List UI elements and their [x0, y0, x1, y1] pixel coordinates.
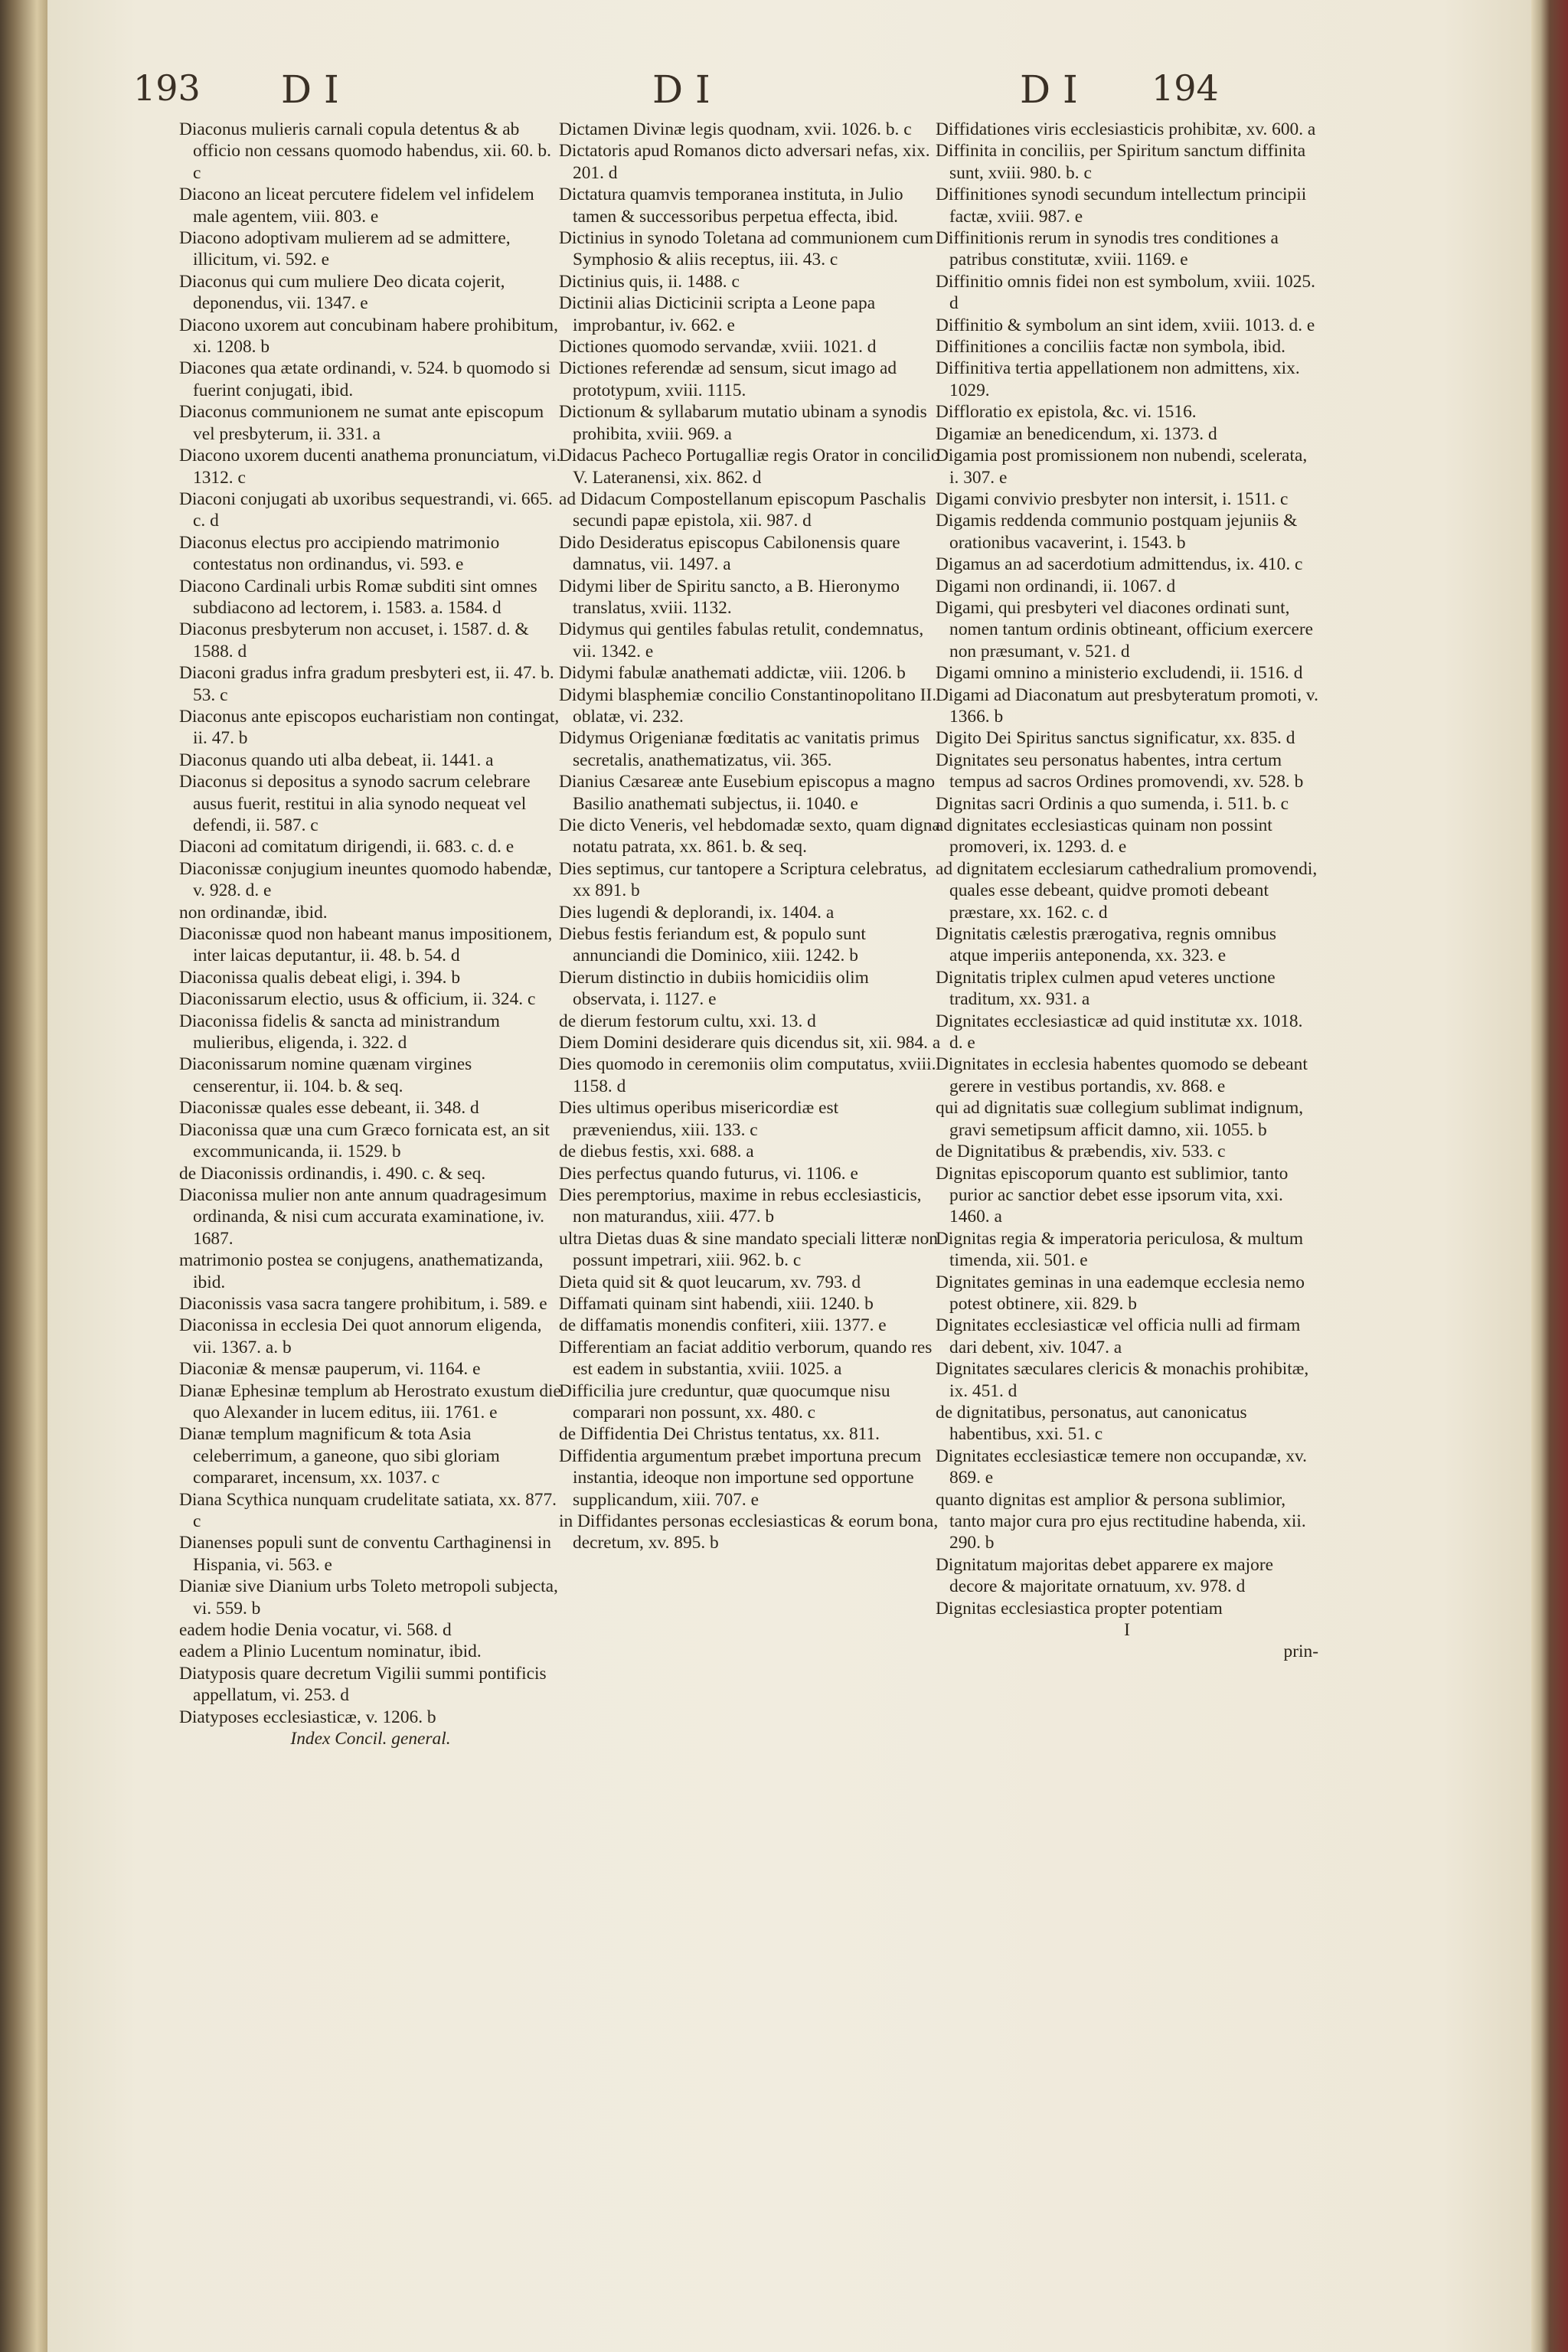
index-entry: Dies perfectus quando futurus, vi. 1106. e	[559, 1163, 858, 1184]
adjacent-page-edge	[0, 0, 47, 2352]
footer-title: Index Concil. general.	[290, 1729, 451, 1749]
index-entry: ad dignitatem ecclesiarum cathedralium promovendi, quales esse debeant, quidve promoti debeant præstare, xx. 162. c. d	[936, 858, 1318, 923]
index-entry: Diacono uxorem aut concubinam habere prohibitum, xi. 1208. b	[179, 315, 558, 358]
index-entry: Dianæ templum magnificum & tota Asia celeberrimum, a ganeone, quo sibi gloriam compararet, incensum, xx. 1037. c	[179, 1424, 500, 1488]
index-entry: Diaconi conjugati ab uxoribus sequestrandi, vi. 665. c. d	[179, 488, 553, 531]
index-entry: Diffinitio & symbolum an sint idem, xviii. 1013. d. e	[936, 315, 1315, 335]
index-entry: Diaconus mulieris carnali copula detentus & ab officio non cessans quomodo habendus, xii. 60. b. c	[179, 119, 551, 183]
index-entry: Digamis reddenda communio postquam jejuniis & orationibus vacaverint, i. 1543. b	[936, 511, 1298, 553]
index-entry: Diacones qua ætate ordinandi, v. 524. b quomodo si fuerint conjugati, ibid.	[179, 358, 551, 400]
index-entry: Dignitates ecclesiasticæ vel officia nulli ad firmam dari debent, xiv. 1047. a	[936, 1315, 1301, 1357]
index-entry: Dignitas sacri Ordinis a quo sumenda, i. 511. b. c	[936, 793, 1289, 814]
index-entry: Diaconissa in ecclesia Dei quot annorum eligenda, vii. 1367. a. b	[179, 1315, 542, 1357]
index-entry: Dianiæ sive Dianium urbs Toleto metropoli subjecta, vi. 559. b	[179, 1576, 558, 1619]
page-number-left: 193	[133, 67, 201, 109]
index-entry: Dido Desideratus episcopus Cabilonensis quare damnatus, vii. 1497. a	[559, 532, 900, 575]
index-entry: Dictinii alias Dicticinii scripta a Leone papa improbantur, iv. 662. e	[559, 293, 876, 335]
index-entry: Dictatoris apud Romanos dicto adversari nefas, xix. 201. d	[559, 141, 930, 183]
index-entry: Diaconissæ conjugium ineuntes quomodo habendæ, v. 928. d. e	[179, 858, 552, 901]
index-entry: Dignitatum majoritas debet apparere ex majore decore & majoritate ornatuum, xv. 978. d	[936, 1554, 1273, 1597]
index-entry: ultra Dietas duas & sine mandato speciali litteræ non possunt impetrari, xiii. 962. b. c	[559, 1228, 938, 1271]
index-column-2	[559, 119, 942, 1554]
index-entry: Digamus an ad sacerdotium admittendus, ix. 410. c	[936, 554, 1303, 575]
index-entry: ad dignitates ecclesiasticas quinam non possint promoveri, ix. 1293. d. e	[936, 815, 1272, 858]
index-entry: Dignitates seu personatus habentes, intra certum tempus ad sacros Ordines promovendi, xv. 528. b	[936, 750, 1304, 792]
index-entry: Diacono an liceat percutere fidelem vel infidelem male agentem, viii. 803. e	[179, 185, 534, 227]
index-entry: Didymus qui gentiles fabulas retulit, condemnatus, vii. 1342. e	[559, 619, 924, 662]
index-entry: Diaconissa quæ una cum Græco fornicata est, an sit excommunicanda, ii. 1529. b	[179, 1119, 550, 1162]
index-entry: de Diaconissis ordinandis, i. 490. c. & seq.	[179, 1163, 486, 1184]
index-entry: in Diffidantes personas ecclesiasticas & eorum bona, decretum, xv. 895. b	[559, 1511, 939, 1553]
index-entry: Dignitatis cælestis prærogativa, regnis omnibus atque imperiis anteponenda, xx. 323. e	[936, 924, 1277, 966]
index-entry: Digami non ordinandi, ii. 1067. d	[936, 576, 1176, 596]
index-entry: de Diffidentia Dei Christus tentatus, xx. 811.	[559, 1424, 880, 1445]
index-entry: eadem hodie Denia vocatur, vi. 568. d	[179, 1620, 452, 1641]
index-entry: Diffinitiones a conciliis factæ non symbola, ibid.	[936, 337, 1285, 358]
index-entry: Diffloratio ex epistola, &c. vi. 1516.	[936, 402, 1197, 423]
index-entry: Diem Domini desiderare quis dicendus sit, xii. 984. a	[559, 1033, 941, 1054]
index-entry: Diacono Cardinali urbis Romæ subditi sint omnes subdiacono ad lectorem, i. 1583. a. 1584. d	[179, 576, 537, 618]
index-column-1	[179, 119, 562, 1749]
running-head-center: D I	[652, 67, 710, 112]
index-entry: Difficilia jure creduntur, quæ quocumque nisu comparari non possunt, xx. 480. c	[559, 1380, 890, 1423]
index-entry: Digami, qui presbyteri vel diacones ordinati sunt, nomen tantum ordinis obtineant, officium exercere non præsumant, v. 521. d	[936, 597, 1314, 662]
index-entry: Didacus Pacheco Portugalliæ regis Orator in concilio V. Lateranensi, xix. 862. d	[559, 446, 940, 488]
index-entry: Dignitates geminas in una eademque ecclesia nemo potest obtinere, xii. 829. b	[936, 1272, 1305, 1314]
index-entry: Dierum distinctio in dubiis homicidiis olim observata, i. 1127. e	[559, 967, 869, 1010]
index-entry: Diaconissa qualis debeat eligi, i. 394. b	[179, 967, 461, 988]
index-entry: Didymi liber de Spiritu sancto, a B. Hieronymo translatus, xviii. 1132.	[559, 576, 900, 618]
index-entry: Diaconus qui cum muliere Deo dicata cojerit, deponendus, vii. 1347. e	[179, 271, 505, 314]
index-entry: Dignitas episcoporum quanto est sublimior, tanto purior ac sanctior debet esse ipsorum vita, xxi. 1460. a	[936, 1163, 1289, 1227]
index-entry: de dierum festorum cultu, xxi. 13. d	[559, 1011, 816, 1031]
index-entry: Diaconissæ quales esse debeant, ii. 348. d	[179, 1098, 479, 1119]
index-entry: Diffidationes viris ecclesiasticis prohibitæ, xv. 600. a	[936, 119, 1316, 139]
index-entry: quanto dignitas est amplior & persona sublimior, tanto major cura pro ejus rectitudine habenda, xii. 290. b	[936, 1489, 1306, 1553]
index-entry: qui ad dignitatis suæ collegium sublimat indignum, gravi semetipsum afficit damno, xii. 1055. b	[936, 1098, 1304, 1140]
index-entry: Diaconus quando uti alba debeat, ii. 1441. a	[179, 750, 494, 770]
index-entry: de diffamatis monendis confiteri, xiii. 1377. e	[559, 1315, 887, 1336]
index-entry: Diacono adoptivam mulierem ad se admittere, illicitum, vi. 592. e	[179, 228, 511, 270]
index-entry: non ordinandæ, ibid.	[179, 902, 328, 923]
index-entry: Dictiones quomodo servandæ, xviii. 1021. d	[559, 337, 877, 358]
index-entry: Didymi blasphemiæ concilio Constantinopolitano II. oblatæ, vi. 232.	[559, 684, 937, 727]
running-head-left: D I	[281, 67, 339, 112]
index-entry: de dignitatibus, personatus, aut canonicatus habentibus, xxi. 51. c	[936, 1402, 1247, 1445]
index-entry: Dianius Cæsareæ ante Eusebium episcopus a magno Basilio anathemati subjectus, ii. 1040. e	[559, 772, 936, 814]
index-entry: Diaconus presbyterum non accuset, i. 1587. d. & 1588. d	[179, 619, 529, 662]
index-entry: Dignitates sæculares clericis & monachis prohibitæ, ix. 451. d	[936, 1359, 1309, 1401]
index-entry: Dies quomodo in ceremoniis olim computatus, xviii. 1158. d	[559, 1054, 936, 1096]
index-entry: Dictionum & syllabarum mutatio ubinam a synodis prohibita, xviii. 969. a	[559, 402, 927, 444]
index-entry: Diaconissis vasa sacra tangere prohibitum, i. 589. e	[179, 1293, 547, 1314]
index-entry: Diacono uxorem ducenti anathema pronunciatum, vi. 1312. c	[179, 446, 561, 488]
index-entry: Dies ultimus operibus misericordiæ est præveniendus, xiii. 133. c	[559, 1098, 839, 1140]
index-entry: de Dignitatibus & præbendis, xiv. 533. c	[936, 1142, 1226, 1162]
index-entry: Diaconus electus pro accipiendo matrimonio contestatus non ordinandus, vi. 593. e	[179, 532, 500, 575]
index-entry: Diaconissæ quod non habeant manus impositionem, inter laicas deputantur, ii. 48. b. 54. d	[179, 924, 553, 966]
index-entry: Diffinitio omnis fidei non est symbolum, xviii. 1025. d	[936, 271, 1315, 314]
index-entry: Differentiam an faciat additio verborum, quando res est eadem in substantia, xviii. 1025. a	[559, 1337, 933, 1380]
index-entry: Dianenses populi sunt de conventu Carthaginensi in Hispania, vi. 563. e	[179, 1533, 551, 1575]
index-entry: Dignitates in ecclesia habentes quomodo se debeant gerere in vestibus portandis, xv. 868. e	[936, 1054, 1308, 1096]
index-entry: eadem a Plinio Lucentum nominatur, ibid.	[179, 1642, 482, 1662]
signature-mark: I	[1124, 1620, 1130, 1641]
index-entry: Diffamati quinam sint habendi, xiii. 1240. b	[559, 1293, 874, 1314]
index-entry: Didymus Origenianæ fœditatis ac vanitatis primus secretalis, anathematizatus, vii. 365.	[559, 728, 920, 770]
index-entry: Dianæ Ephesinæ templum ab Herostrato exustum die quo Alexander in lucem editus, iii. 1761. e	[179, 1380, 561, 1423]
index-entry: Diffinita in conciliis, per Spiritum sanctum diffinita sunt, xviii. 980. b. c	[936, 141, 1306, 183]
index-entry: Diffidentia argumentum præbet importuna precum instantia, ideoque non importune sed opportune supplicandum, xiii. 707. e	[559, 1446, 922, 1510]
index-entry: Dieta quid sit & quot leucarum, xv. 793. d	[559, 1272, 861, 1292]
index-entry: Diaconissa fidelis & sancta ad ministrandum mulieribus, eligenda, i. 322. d	[179, 1011, 500, 1054]
index-entry: Dignitatis triplex culmen apud veteres unctione traditum, xx. 931. a	[936, 967, 1276, 1010]
index-entry: Digami convivio presbyter non intersit, i. 1511. c	[936, 488, 1289, 509]
index-entry: Diffinitiva tertia appellationem non admittens, xix. 1029.	[936, 358, 1300, 400]
index-entry: Dignitas ecclesiastica propter potentiam	[936, 1598, 1223, 1619]
index-entry: Dictiones referendæ ad sensum, sicut imago ad prototypum, xviii. 1115.	[559, 358, 897, 400]
index-entry: Dictinius quis, ii. 1488. c	[559, 271, 740, 292]
index-entry: Dignitas regia & imperatoria periculosa, & multum timenda, xii. 501. e	[936, 1228, 1304, 1271]
page-number-right: 194	[1152, 67, 1219, 109]
index-entry: Digami omnino a ministerio excludendi, ii. 1516. d	[936, 663, 1303, 684]
catchword: prin-	[1283, 1642, 1318, 1662]
book-page	[47, 0, 1531, 2352]
index-entry: Diaconissa mulier non ante annum quadragesimum ordinanda, & nisi cum accurata examinatione, iv. 1687.	[179, 1184, 547, 1249]
index-entry: Dies lugendi & deplorandi, ix. 1404. a	[559, 902, 835, 923]
index-entry: Diaconus ante episcopos eucharistiam non contingat, ii. 47. b	[179, 706, 560, 749]
index-entry: Diatyposis quare decretum Vigilii summi pontificis appellatum, vi. 253. d	[179, 1663, 547, 1706]
index-entry: Dictinius in synodo Toletana ad communionem cum Symphosio & aliis receptus, iii. 43. c	[559, 228, 934, 270]
index-entry: Die dicto Veneris, vel hebdomadæ sexto, quam digna notatu patrata, xx. 861. b. & seq.	[559, 815, 940, 858]
book-edge	[1531, 0, 1568, 2352]
index-entry: Diaconissarum nomine quænam virgines censerentur, ii. 104. b. & seq.	[179, 1054, 472, 1096]
index-column-3	[936, 119, 1318, 1663]
index-entry: ad Didacum Compostellanum episcopum Paschalis secundi papæ epistola, xii. 987. d	[559, 488, 926, 531]
index-entry: Diaconiæ & mensæ pauperum, vi. 1164. e	[179, 1359, 481, 1380]
index-entry: Dignitates ecclesiasticæ ad quid institutæ xx. 1018. d. e	[936, 1011, 1303, 1054]
index-entry: Diaconi gradus infra gradum presbyteri est, ii. 47. b. 53. c	[179, 663, 554, 705]
index-entry: Dictamen Divinæ legis quodnam, xvii. 1026. b. c	[559, 119, 912, 139]
index-entry: matrimonio postea se conjugens, anathematizanda, ibid.	[179, 1250, 544, 1292]
index-entry: Digamiæ an benedicendum, xi. 1373. d	[936, 423, 1217, 444]
index-entry: Dies peremptorius, maxime in rebus ecclesiasticis, non maturandus, xiii. 477. b	[559, 1184, 922, 1227]
index-entry: Diaconissarum electio, usus & officium, ii. 324. c	[179, 989, 536, 1010]
index-entry: Diatyposes ecclesiasticæ, v. 1206. b	[179, 1707, 436, 1727]
index-entry: Didymi fabulæ anathemati addictæ, viii. 1206. b	[559, 663, 906, 684]
index-entry: Digami ad Diaconatum aut presbyteratum promoti, v. 1366. b	[936, 684, 1318, 727]
index-entry: de diebus festis, xxi. 688. a	[559, 1142, 754, 1162]
index-entry: Diaconus communionem ne sumat ante episcopum vel presbyterum, ii. 331. a	[179, 402, 544, 444]
index-entry: Diffinitionis rerum in synodis tres conditiones a patribus constitutæ, xviii. 1169. e	[936, 228, 1279, 270]
index-entry: Dictatura quamvis temporanea instituta, in Julio tamen & successoribus perpetua effecta, ibid.	[559, 185, 903, 227]
index-entry: Diaconus si depositus a synodo sacrum celebrare ausus fuerit, restitui in alia synodo nequeat vel defendi, ii. 587. c	[179, 772, 531, 835]
index-entry: Dignitates ecclesiasticæ temere non occupandæ, xv. 869. e	[936, 1446, 1307, 1488]
running-head-right: D I	[1020, 67, 1078, 112]
index-entry: Digamia post promissionem non nubendi, scelerata, i. 307. e	[936, 446, 1308, 488]
index-entry: Dies septimus, cur tantopere a Scriptura celebratus, xx 891. b	[559, 858, 927, 901]
index-entry: Diebus festis feriandum est, & populo sunt annunciandi die Dominico, xiii. 1242. b	[559, 924, 866, 966]
index-entry: Diana Scythica nunquam crudelitate satiata, xx. 877. c	[179, 1489, 557, 1531]
index-entry: Diffinitiones synodi secundum intellectum principii factæ, xviii. 987. e	[936, 185, 1307, 227]
index-entry: Diaconi ad comitatum dirigendi, ii. 683. c. d. e	[179, 837, 514, 858]
index-entry: Digito Dei Spiritus sanctus significatur, xx. 835. d	[936, 728, 1295, 749]
